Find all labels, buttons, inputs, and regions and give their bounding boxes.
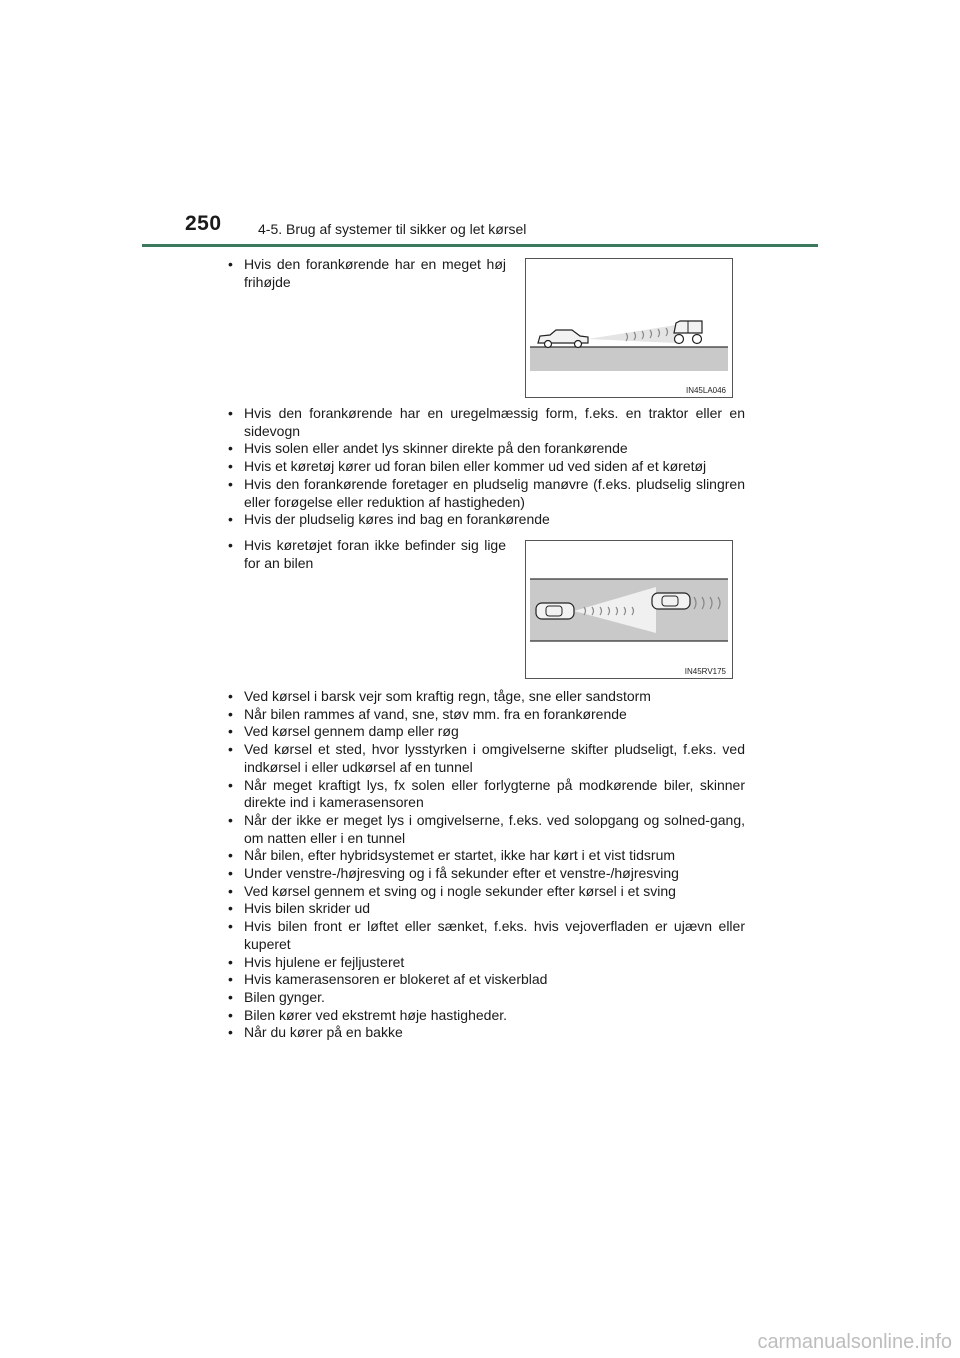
- bullet-item: • Hvis bilen skrider ud: [228, 900, 745, 918]
- figure-offset-vehicle: [525, 540, 733, 679]
- bullet-item: • Ved kørsel et sted, hvor lysstyrken i omgivelserne skifter pludseligt, f.eks. ved indkørsel i eller udkørsel af en tunnel: [228, 741, 745, 776]
- bullet-item: • Hvis bilen front er løftet eller sænket, f.eks. hvis vejoverfladen er ujævn eller kuperet: [228, 918, 745, 953]
- illustration-high-clearance: [526, 259, 732, 397]
- bullet-item: • Hvis kamerasensoren er blokeret af et viskerblad: [228, 971, 745, 989]
- bullet-item: • Hvis et køretøj kører ud foran bilen eller kommer ud ved siden af et køretøj: [228, 458, 745, 476]
- bullet-item: • Når meget kraftigt lys, fx solen eller forlygterne på modkørende biler, skinner direkte ind i kamerasensoren: [228, 777, 745, 812]
- bullet-item: • Når bilen, efter hybridsystemet er startet, ikke har kørt i et vist tidsrum: [228, 847, 745, 865]
- own-car-icon: [536, 603, 574, 619]
- section-title: 4-5. Brug af systemer til sikker og let kørsel: [258, 221, 527, 237]
- bullet-item: • Ved kørsel i barsk vejr som kraftig regn, tåge, sne eller sandstorm: [228, 688, 745, 706]
- high-clearance-vehicle-icon: [674, 321, 702, 344]
- bullet-item: • Hvis den forankørende foretager en pludselig manøvre (f.eks. pludselig slingren eller forøgelse eller reduktion af hastigheden): [228, 476, 745, 511]
- bullet-item: • Hvis den forankørende har en uregelmæssig form, f.eks. en traktor eller en sidevogn: [228, 405, 745, 440]
- bullet-list-environment-conditions: [228, 688, 745, 1042]
- bullet-item: • Ved kørsel gennem damp eller røg: [228, 723, 745, 741]
- figure-code: IN45LA046: [685, 386, 726, 395]
- bullet-item: • Under venstre-/højresving og i få sekunder efter et venstre-/højresving: [228, 865, 745, 883]
- figure-high-clearance-vehicle: [525, 258, 733, 398]
- bullet-item: • Når bilen rammes af vand, sne, støv mm. fra en forankørende: [228, 706, 745, 724]
- illustration-offset-vehicle: [526, 541, 732, 678]
- bullet-item: • Når du kører på en bakke: [228, 1024, 745, 1042]
- bullet-list-high-clearance: [228, 256, 506, 291]
- sensor-beam: [588, 325, 676, 343]
- leading-vehicle-icon: [652, 593, 690, 609]
- bullet-item: • Hvis den forankørende har en meget høj frihøjde: [228, 256, 506, 291]
- road-surface: [530, 347, 728, 371]
- bullet-item: • Hvis køretøjet foran ikke befinder sig lige for an bilen: [228, 537, 506, 572]
- bullet-item: • Ved kørsel gennem et sving og i nogle sekunder efter kørsel i et sving: [228, 883, 745, 901]
- header-rule: [142, 244, 818, 247]
- bullet-list-vehicle-conditions: [228, 405, 745, 529]
- figure-code: IN45RV175: [684, 667, 726, 676]
- bullet-list-offset-vehicle: [228, 537, 506, 572]
- own-car-icon: [538, 330, 588, 348]
- bullet-item: • Hvis hjulene er fejljusteret: [228, 954, 745, 972]
- bullet-item: • Bilen kører ved ekstremt høje hastigheder.: [228, 1007, 745, 1025]
- bullet-item: • Når der ikke er meget lys i omgivelserne, f.eks. ved solopgang og solned-gang, om natten eller i en tunnel: [228, 812, 745, 847]
- bullet-item: • Bilen gynger.: [228, 989, 745, 1007]
- bullet-item: • Hvis solen eller andet lys skinner direkte på den forankørende: [228, 440, 745, 458]
- bullet-item: • Hvis der pludselig køres ind bag en forankørende: [228, 511, 745, 529]
- page-number: 250: [185, 212, 222, 235]
- watermark-logo: carmanualsonline.info: [757, 1331, 952, 1353]
